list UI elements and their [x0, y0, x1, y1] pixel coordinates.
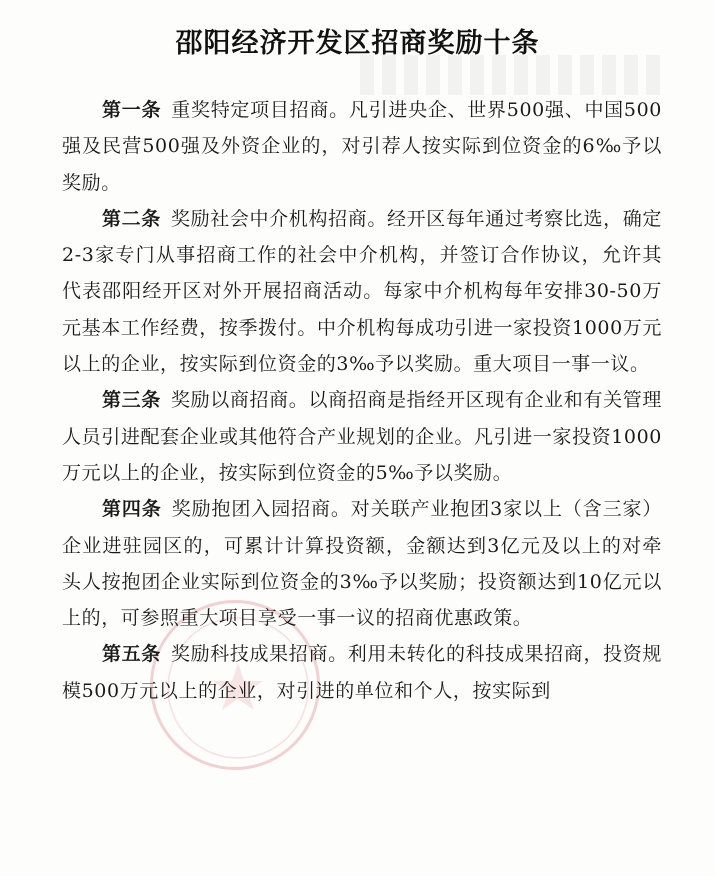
article-5-label: 第五条: [102, 643, 161, 666]
document-title: 邵阳经济开发区招商奖励十条: [175, 28, 540, 60]
article-1-text: 重奖特定项目招商。凡引进央企、世界500强、中国500强及民营500强及外资企业的，对引荐人按实际到位资金的6‰予以奖励。: [62, 99, 662, 194]
article-4: [62, 491, 662, 636]
article-5: [62, 636, 662, 709]
article-4-label: 第四条: [102, 498, 162, 521]
article-list: [62, 92, 662, 709]
article-3-label: 第三条: [102, 389, 161, 412]
article-2-text: 奖励社会中介机构招商。经开区每年通过考察比选，确定2-3家专门从事招商工作的社会中介机构，并签订合作协议，允许其代表邵阳经开区对外开展招商活动。每家中介机构每年安排30-50万元基本工作经费，按季拨付。中介机构每成功引进一家投资1000万元以上的企业，按实际到位资金的3‰予以奖励。重大项目一事一议。: [62, 207, 662, 376]
article-2: [62, 201, 662, 382]
article-3-text: 奖励以商招商。以商招商是指经开区现有企业和有关管理人员引进配套企业或其他符合产业规划的企业。凡引进一家投资1000万元以上的企业，按实际到位资金的5‰予以奖励。: [62, 389, 662, 484]
article-1: [62, 92, 662, 201]
article-1-label: 第一条: [102, 99, 162, 121]
article-3: [62, 382, 662, 491]
article-4-text: 奖励抱团入园招商。对关联产业抱团3家以上（含三家）企业进驻园区的，可累计计算投资额，金额达到3亿元及以上的对牵头人按抱团企业实际到位资金的3‰予以奖励；投资额达到10亿元以上的，可参照重大项目享受一事一议的招商优惠政策。: [62, 498, 662, 630]
article-2-label: 第二条: [102, 207, 161, 230]
article-5-text: 奖励科技成果招商。利用未转化的科技成果招商，投资规模500万元以上的企业，对引进的单位和个人，按实际到: [62, 643, 662, 702]
